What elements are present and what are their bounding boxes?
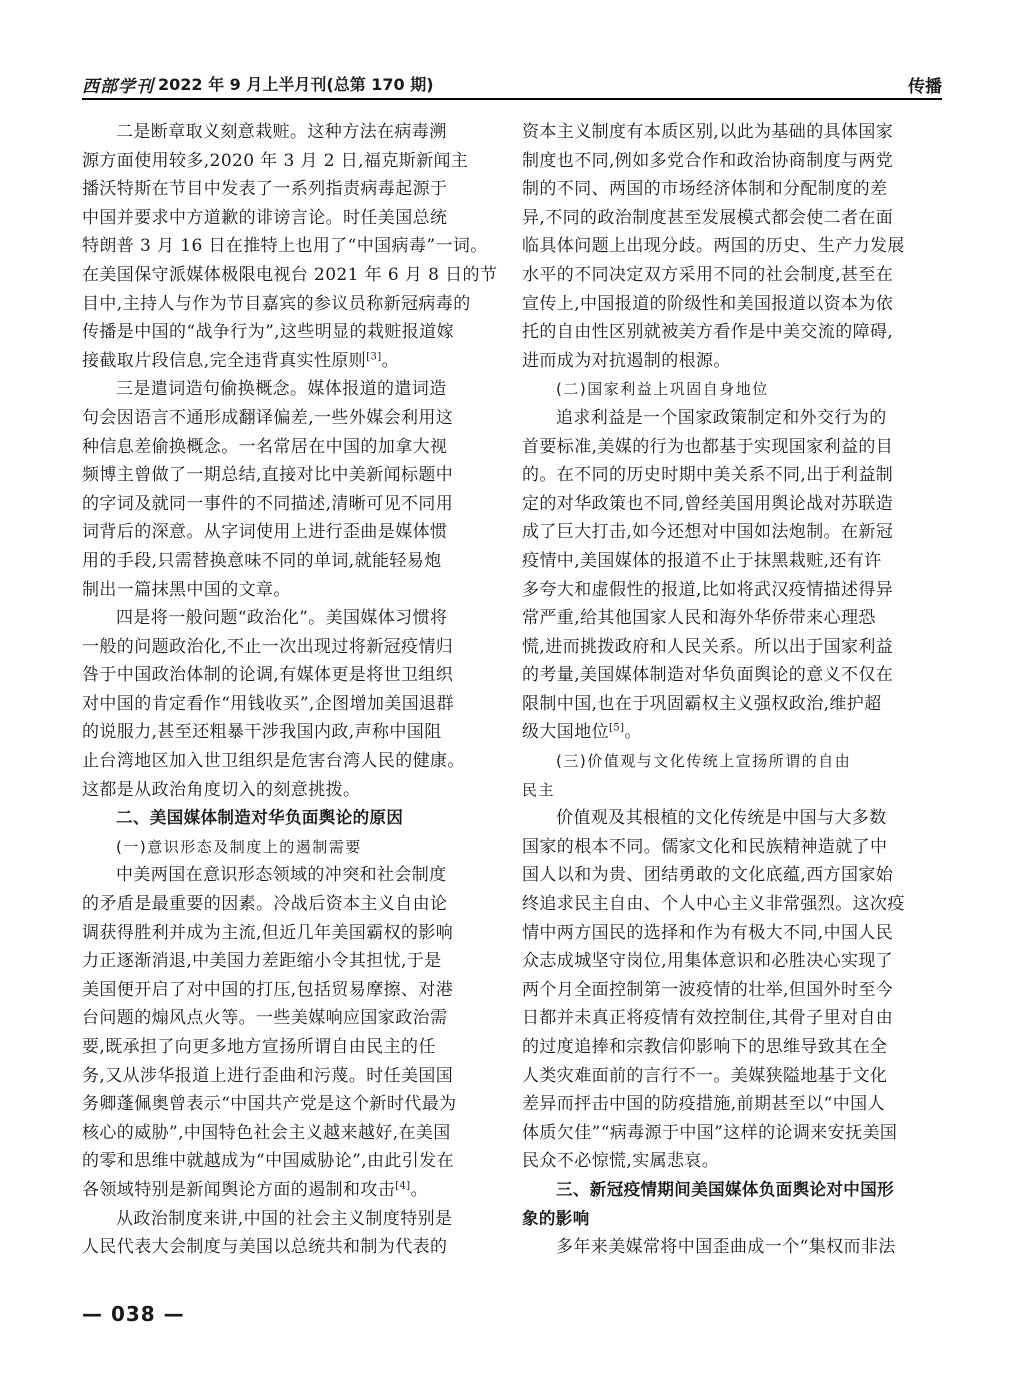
- line-text: 两个月全面控制第一波疫情的壮举,但国外时至今: [522, 979, 894, 1000]
- line-text: 对中国的肯定看作“用钱收买”,企图增加美国退群: [82, 693, 454, 714]
- line-text: 四是将一般问题“政治化”。美国媒体习惯将: [116, 608, 448, 629]
- text-line: [522, 604, 942, 633]
- text-line: [522, 1090, 942, 1119]
- line-text: 在美国保守派媒体极限电视台 2021 年 6 月 8 日的节: [82, 264, 498, 285]
- line-text: (一)意识形态及制度上的遏制需要: [116, 837, 362, 856]
- line-text: 制度也不同,例如多党合作和政治协商制度与两党: [522, 150, 894, 171]
- text-line: [522, 118, 942, 147]
- line-text: 定的对华政策也不同,曾经美国用舆论战对苏联造: [522, 493, 894, 514]
- line-text: 追求利益是一个国家政策制定和外交行为的: [556, 407, 887, 428]
- text-line: [82, 261, 502, 290]
- text-line: [522, 718, 942, 747]
- line-text: 水平的不同决定双方采用不同的社会制度,甚至在: [522, 264, 894, 285]
- line-text-after: 。: [624, 722, 642, 743]
- text-line: [82, 747, 502, 776]
- line-text: 制的不同、两国的市场经济体制和分配制度的差: [522, 179, 888, 200]
- text-line: [82, 1004, 502, 1033]
- section-name: 传播: [908, 77, 942, 97]
- text-line: [522, 976, 942, 1005]
- text-line: [522, 175, 942, 204]
- text-line: [82, 718, 502, 747]
- line-text: 一般的问题政治化,不止一次出现过将新冠疫情归: [82, 636, 454, 657]
- line-text: 咎于中国政治体制的论调,有媒体更是将世卫组织: [82, 665, 454, 686]
- text-line: [82, 919, 502, 948]
- text-line: [82, 375, 502, 404]
- text-line: [522, 919, 942, 948]
- text-line: [522, 518, 942, 547]
- text-line: [522, 633, 942, 662]
- line-text: 的。在不同的历史时期中美关系不同,出于利益制: [522, 465, 894, 486]
- text-line: [82, 318, 502, 347]
- line-text: 的说服力,甚至还粗暴干涉我国内政,声称中国阻: [82, 722, 442, 743]
- line-text: 制出一篇抹黑中国的文章。: [82, 579, 291, 600]
- line-text: 的考量,美国媒体制造对华负面舆论的意义不仅在: [522, 665, 894, 686]
- running-header: [82, 68, 942, 100]
- line-text: 国家的根本不同。儒家文化和民族精神造就了中: [522, 836, 888, 857]
- line-text: 人类灾难面前的言行不一。美媒狭隘地基于文化: [522, 1065, 888, 1086]
- citation-mark: [3]: [366, 351, 382, 363]
- issue-info: 2022 年 9 月上半月刊(总第 170 期): [158, 75, 434, 94]
- line-text: 的过度追捧和宗教信仰影响下的思维导致其在全: [522, 1037, 888, 1057]
- text-line: [82, 1062, 502, 1091]
- text-line: [82, 518, 502, 547]
- line-text: 首要标准,美媒的行为也都基于实现国家利益的目: [522, 436, 894, 457]
- text-line: [82, 118, 502, 147]
- line-text: 进而成为对抗遏制的根源。: [522, 350, 731, 371]
- line-text: 中美两国在意识形态领域的冲突和社会制度: [116, 865, 447, 886]
- text-line: [82, 604, 502, 633]
- text-line: [522, 947, 942, 976]
- text-line: [522, 1147, 942, 1176]
- text-line: [82, 1090, 502, 1119]
- text-line: [522, 261, 942, 290]
- left-column: [82, 118, 502, 1262]
- text-line: [82, 690, 502, 719]
- line-text: 要,既承担了向更多地方宣扬所谓自由民主的任: [82, 1037, 436, 1057]
- line-text: 临具体问题上出现分歧。两国的历史、生产力发展: [522, 236, 905, 257]
- line-text: 三是遣词造句偷换概念。媒体报道的遣词造: [116, 379, 447, 400]
- section-heading: [522, 776, 942, 805]
- line-text: 种信息差偷换概念。一名常居在中国的加拿大视: [82, 436, 448, 457]
- citation-mark: [5]: [609, 722, 625, 734]
- line-text: 异,不同的政治制度甚至发展模式都会使二者在面: [522, 207, 894, 228]
- line-text: 传播是中国的“战争行为”,这些明显的栽赃报道嫁: [82, 322, 454, 343]
- text-line: [522, 804, 942, 833]
- text-line: [82, 290, 502, 319]
- text-line: [522, 318, 942, 347]
- text-line: [82, 404, 502, 433]
- line-text: 象的影响: [522, 1208, 590, 1228]
- right-column: [522, 118, 942, 1262]
- line-text: 三、新冠疫情期间美国媒体负面舆论对中国形: [556, 1179, 894, 1199]
- text-line: [82, 147, 502, 176]
- line-text: 情中两方国民的选择和作为有极大不同,中国人民: [522, 922, 894, 943]
- section-heading: [522, 375, 942, 404]
- text-line: [522, 232, 942, 261]
- text-line: [522, 461, 942, 490]
- text-line: [82, 175, 502, 204]
- text-line: [82, 890, 502, 919]
- text-line: [82, 1033, 502, 1062]
- text-line: [82, 461, 502, 490]
- line-text: 终追求民主自由、个人中心主义非常强烈。这次疫: [522, 894, 905, 915]
- text-line: [82, 1147, 502, 1176]
- section-heading: [522, 1176, 942, 1205]
- text-line: [522, 661, 942, 690]
- text-line: [82, 861, 502, 890]
- text-line: [82, 547, 502, 576]
- text-line: [522, 1119, 942, 1148]
- text-line: [522, 347, 942, 376]
- section-heading: [522, 747, 942, 776]
- text-line: [522, 547, 942, 576]
- line-text: 国人以和为贵、团结勇敢的文化底蕴,西方国家始: [522, 865, 894, 886]
- line-text: 力正逐渐消退,中美国力差距缩小令其担忧,于是: [82, 951, 442, 972]
- line-text: 民众不必惊慌,实属悲哀。: [522, 1151, 720, 1172]
- text-line: [82, 490, 502, 519]
- text-line: [522, 576, 942, 605]
- text-line: [82, 1176, 502, 1205]
- line-text: 多夸大和虚假性的报道,比如将武汉疫情描述得异: [522, 579, 894, 600]
- text-line: [82, 204, 502, 233]
- text-line: [522, 1062, 942, 1091]
- text-line: [82, 976, 502, 1005]
- text-line: [522, 1233, 942, 1262]
- text-line: [82, 433, 502, 462]
- line-text: 价值观及其根植的文化传统是中国与大多数: [556, 808, 887, 829]
- line-text: 限制中国,也在于巩固霸权主义强权政治,维护超: [522, 693, 882, 714]
- section-heading: [522, 1205, 942, 1234]
- line-text: 调获得胜利并成为主流,但近几年美国霸权的影响: [82, 922, 454, 943]
- text-line: [522, 890, 942, 919]
- page-number: — 038 —: [82, 1302, 185, 1326]
- line-text: 特朗普 3 月 16 日在推特上也用了“中国病毒”一词。: [82, 236, 488, 257]
- line-text: 源方面使用较多,2020 年 3 月 2 日,福克斯新闻主: [82, 150, 469, 171]
- text-line: [82, 947, 502, 976]
- journal-logo: 西部学刊: [82, 77, 154, 97]
- line-text: 成了巨大打击,如今还想对中国如法炮制。在新冠: [522, 522, 894, 543]
- text-line: [522, 1004, 942, 1033]
- section-heading: [82, 804, 502, 833]
- line-text: 民主: [522, 780, 556, 799]
- line-text: 常严重,给其他国家人民和海外华侨带来心理恐: [522, 608, 876, 629]
- line-text: 日都并未真正将疫情有效控制住,其骨子里对自由: [522, 1008, 894, 1029]
- line-text: 宣传上,中国报道的阶级性和美国报道以资本为依: [522, 293, 894, 314]
- line-text: 台问题的煽风点火等。一些美媒响应国家政治需: [82, 1008, 448, 1029]
- text-line: [522, 404, 942, 433]
- line-text: (二)国家利益上巩固自身地位: [556, 380, 769, 399]
- text-line: [82, 1119, 502, 1148]
- line-text: 慌,进而挑拨政府和人民关系。所以出于国家利益: [522, 636, 894, 657]
- line-text: 资本主义制度有本质区别,以此为基础的具体国家: [522, 122, 894, 142]
- line-text: 疫情中,美国媒体的报道不止于抹黑栽赃,还有许: [522, 550, 882, 571]
- line-text: 这都是从政治角度切入的刻意挑拨。: [82, 779, 361, 800]
- text-line: [522, 147, 942, 176]
- text-line: [82, 661, 502, 690]
- text-line: [522, 204, 942, 233]
- text-line: [82, 776, 502, 805]
- line-text: 的矛盾是最重要的因素。冷战后资本主义自由论: [82, 894, 448, 915]
- line-text: 止台湾地区加入世卫组织是危害台湾人民的健康。: [82, 751, 465, 772]
- line-text: 核心的威胁”,中国特色社会主义越来越好,在美国: [82, 1122, 451, 1143]
- line-text: 务卿蓬佩奥曾表示“中国共产党是这个新时代最为: [82, 1094, 457, 1115]
- text-line: [82, 232, 502, 261]
- line-text: 美国便开启了对中国的打压,包括贸易摩擦、对港: [82, 979, 454, 1000]
- line-text: 用的手段,只需替换意味不同的单词,就能轻易炮: [82, 550, 442, 571]
- line-text: 接截取片段信息,完全违背真实性原则: [82, 350, 367, 371]
- line-text: 差异而抨击中国的防疫措施,前期甚至以“中国人: [522, 1094, 885, 1115]
- line-text: 中国并要求中方道歉的诽谤言论。时任美国总统: [82, 207, 448, 228]
- citation-mark: [4]: [395, 1180, 411, 1192]
- line-text: 多年来美媒常将中国歪曲成一个“集权而非法: [556, 1237, 896, 1258]
- line-text-after: 。: [410, 1179, 428, 1200]
- line-text: 词背后的深意。从字词使用上进行歪曲是媒体惯: [82, 522, 448, 543]
- text-line: [82, 633, 502, 662]
- line-text: 众志成城坚守岗位,用集体意识和必胜决心实现了: [522, 951, 894, 972]
- line-text: 托的自由性区别就被美方看作是中美交流的障碍,: [522, 322, 894, 343]
- text-line: [522, 1033, 942, 1062]
- line-text: 播沃特斯在节目中发表了一系列指责病毒起源于: [82, 179, 448, 200]
- line-text: 务,又从涉华报道上进行歪曲和污蔑。时任美国国: [82, 1065, 454, 1086]
- line-text: 二是断章取义刻意栽赃。这种方法在病毒溯: [116, 122, 447, 142]
- section-heading: [82, 833, 502, 862]
- line-text: 句会因语言不通形成翻译偏差,一些外媒会利用这: [82, 407, 454, 428]
- line-text: 体质欠佳”“病毒源于中国”这样的论调来安抚美国: [522, 1122, 898, 1143]
- line-text: 从政治制度来讲,中国的社会主义制度特别是: [116, 1208, 453, 1229]
- text-line: [522, 833, 942, 862]
- line-text: 的零和思维中就越成为“中国威胁论”,由此引发在: [82, 1151, 454, 1172]
- line-text: 级大国地位: [522, 722, 609, 743]
- text-line: [82, 576, 502, 605]
- text-line: [522, 490, 942, 519]
- text-line: [522, 290, 942, 319]
- line-text-after: 。: [381, 350, 399, 371]
- text-line: [522, 861, 942, 890]
- line-text: 二、美国媒体制造对华负面舆论的原因: [116, 808, 404, 828]
- text-line: [522, 690, 942, 719]
- line-text: 目中,主持人与作为节目嘉宾的参议员称新冠病毒的: [82, 293, 471, 314]
- line-text: 的字词及就同一事件的不同描述,清晰可见不同用: [82, 493, 454, 514]
- line-text: 人民代表大会制度与美国以总统共和制为代表的: [82, 1237, 448, 1258]
- text-line: [522, 433, 942, 462]
- line-text: (三)价值观与文化传统上宣扬所谓的自由: [556, 752, 852, 771]
- text-line: [82, 347, 502, 376]
- text-line: [82, 1233, 502, 1262]
- text-line: [82, 1205, 502, 1234]
- line-text: 各领域特别是新闻舆论方面的遏制和攻击: [82, 1179, 396, 1200]
- line-text: 频博主曾做了一期总结,直接对比中美新闻标题中: [82, 465, 454, 486]
